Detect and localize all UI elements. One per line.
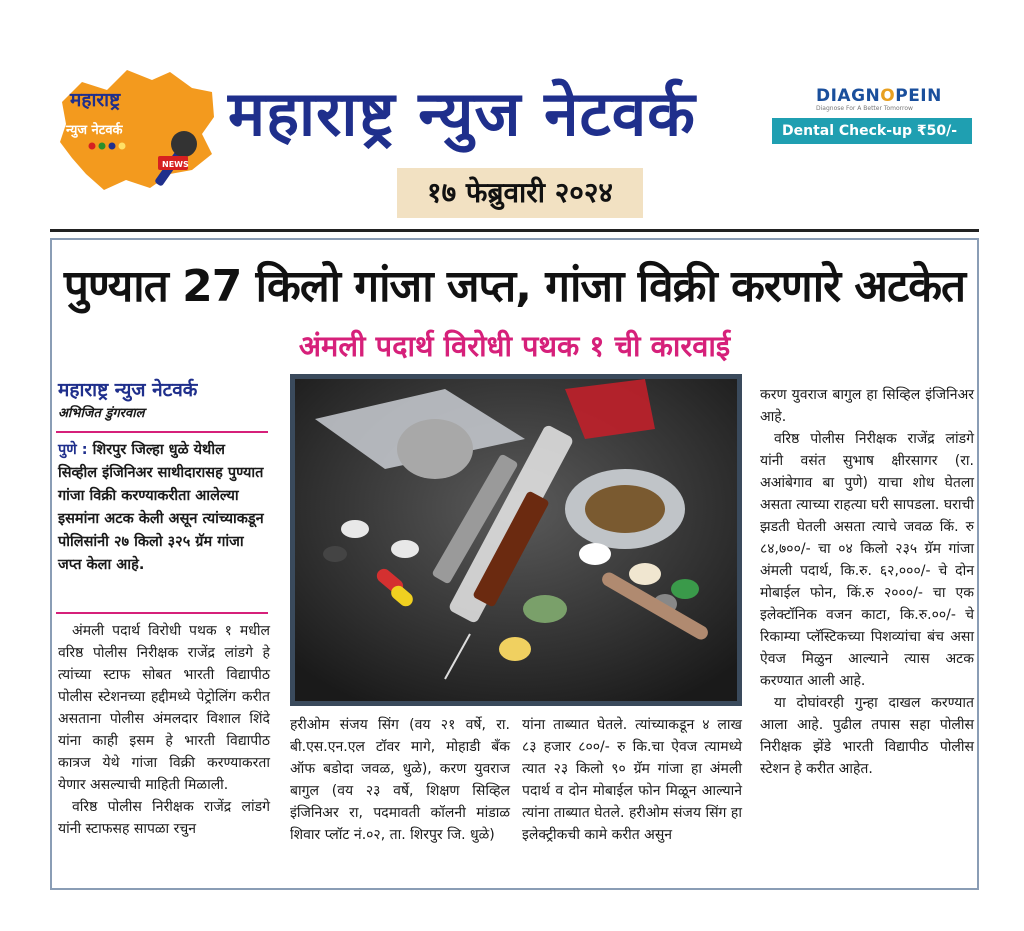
article-headline: पुण्यात 27 किलो गांजा जप्त, गांजा विक्री करणारे अटकेत	[63, 261, 966, 312]
column-4-paragraph-2: वरिष्ठ पोलीस निरीक्षक राजेंद्र लांडगे यांनी वसंत सुभाष क्षीरसागर (रा. अआंबेगाव बा पुणे) याचा शोध घेतला असता त्याच्या राहत्या घरी सापडला. घराची झडती घेतली असता त्याचे जवळ किं. रु ८४,७००/- चा ०४ किलो २३५ ग्रॅम गांजा अंमली पदार्थ, कि.रु. ६२,०००/- चे दोन मोबाईल फोन, किं.रु २०००/- चा एक इलेक्टॉनिक वजन काटा, कि.रु.००/- चे रिकाम्या प्लॅस्टिकच्या पिशव्यांचा बंच असा ऐवज मिळुन आल्याने त्यास अटक करण्यात आली आहे.	[760, 431, 974, 689]
masthead-logo	[52, 62, 222, 200]
article-column-3	[522, 714, 742, 846]
issue-date: १७ फेब्रुवारी २०२४	[397, 168, 643, 218]
advert-brand: DIAGNOPEIN	[816, 86, 942, 106]
article-column-4	[760, 384, 974, 780]
column-2-paragraph: हरीओम संजय सिंग (वय २१ वर्षे, रा. बी.एस.एन.एल टॉवर मागे, मोहाडी बँक ऑफ बडोदा जवळ, धुळे), करण युवराज बागुल (वय २३ वर्षे, शिक्षण सिव्हिल इंजिनिअर रा, पदमावती कॉलनी मांडाळ शिवार प्लॉट नं.०२, ता. शिरपुर जि. धुळे)	[290, 717, 510, 843]
article-frame	[50, 238, 979, 890]
logo-mic-label: NEWS	[162, 160, 189, 169]
masthead-title: महाराष्ट्र न्युज नेटवर्क	[228, 77, 696, 150]
lead-text: शिरपुर जिल्हा धुळे येथील सिव्हील इंजिनिअर साथीदारासह पुण्यात गांजा विक्री करण्याकरीता आलेल्या इसमांना अटक केली असून त्यांच्याकडून पोलिसांनी २७ किलो ३२५ ग्रॅम गांजा जप्त केला आहे.	[58, 442, 264, 573]
column-3-paragraph: यांना ताब्यात घेतले. त्यांच्याकडून ४ लाख ८३ हजार ८००/- रु कि.चा ऐवज त्यामध्ये त्यात २३ किलो ९० ग्रॅम गांजा हा अंमली पदार्थ व दोन मोबाईल फोन मिळून आल्याने त्यांना ताब्यात घेतले. हरीओम संजय सिंग हा इलेक्ट्रीकची कामे करीत असुन	[522, 717, 742, 843]
column-4-paragraph-3: या दोघांवरही गुन्हा दाखल करण्यात आला आहे. पुढील तपास सहा पोलीस निरीक्षक झेंडे भारती विद्यापीठ पोलीस स्टेशन हे करीत आहेत.	[760, 695, 974, 777]
column-1-paragraph-2: वरिष्ठ पोलीस निरीक्षक राजेंद्र लांडगे यांनी स्टाफसह सापळा रचुन	[58, 799, 270, 837]
column-1-paragraph-1: अंमली पदार्थ विरोधी पथक १ मधील वरिष्ठ पोलीस निरीक्षक राजेंद्र लांडगे हे त्यांच्या स्टाफ सोबत भारती विद्यापीठ पोलीस स्टेशनच्या हद्दीमध्ये पेट्रोलिंग करीत असताना पोलीस अंमलदार विशाल शिंदे यांना काही इसम हे भारती विद्यापीठ कात्रज येथे गांजा विक्री करण्याकरता येणार असल्याची माहिती मिळाली.	[58, 623, 270, 793]
logo-line1: महाराष्ट्र	[70, 89, 121, 111]
byline-author: अभिजित डुंगरवाल	[58, 406, 145, 421]
article-photo	[290, 374, 742, 706]
lead-place: पुणे :	[58, 442, 88, 458]
column-4-paragraph-1: करण युवराज बागुल हा सिव्हिल इंजिनिअर आहे.	[760, 387, 974, 425]
logo-line2: न्युज नेटवर्क	[66, 123, 123, 138]
article-subheadline: अंमली पदार्थ विरोधी पथक १ ची कारवाई	[298, 329, 731, 363]
byline-organization: महाराष्ट्र न्युज नेटवर्क	[58, 379, 198, 401]
article-column-1	[58, 620, 270, 840]
advert-tagline: Diagnose For A Better Tomorrow	[816, 105, 913, 112]
lead-top-divider	[56, 431, 268, 433]
advert-offer: Dental Check-up ₹50/-	[772, 118, 972, 144]
lead-bottom-divider	[56, 612, 268, 614]
dental-advert[interactable]	[772, 86, 972, 144]
masthead-divider	[50, 229, 979, 232]
article-column-2	[290, 714, 510, 846]
article-lead	[58, 439, 268, 577]
